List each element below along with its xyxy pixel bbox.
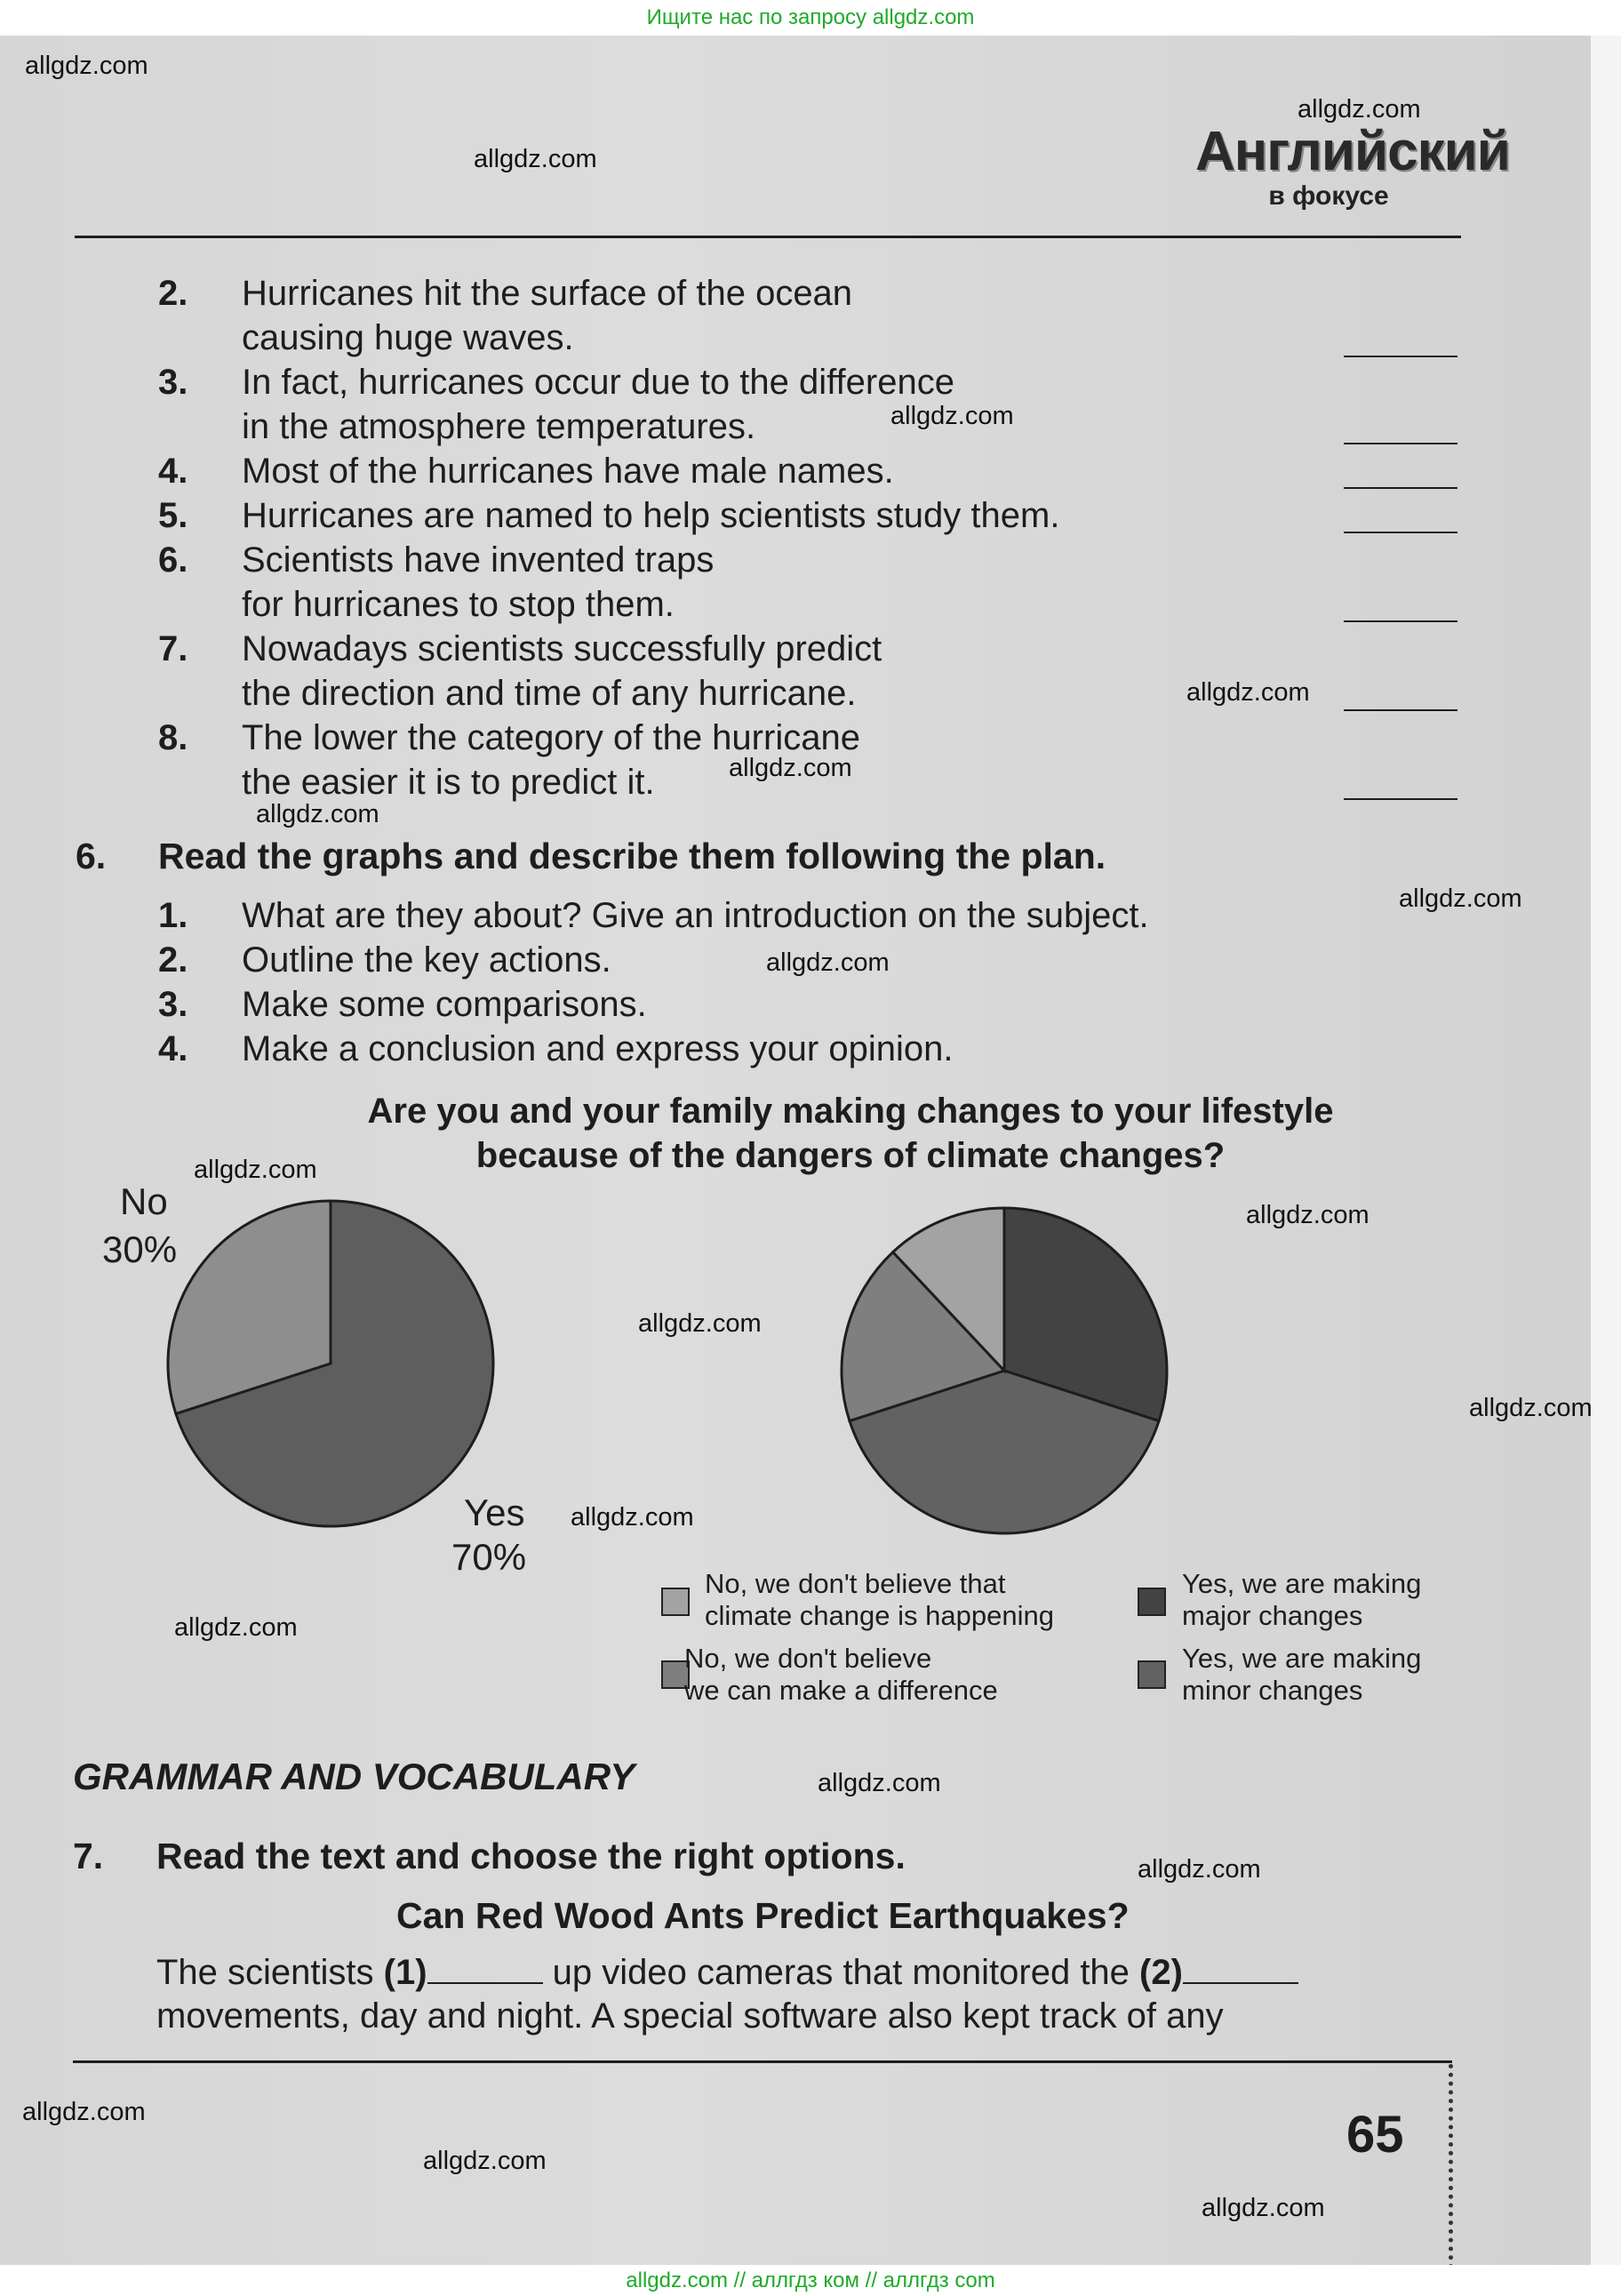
watermark: allgdz.com xyxy=(1186,678,1310,707)
item-text: Hurricanes hit the surface of the ocean xyxy=(242,274,853,313)
page-number: 65 xyxy=(1346,2106,1404,2164)
item-number: 4. xyxy=(158,452,188,491)
no-value: 30% xyxy=(102,1228,178,1270)
item-number: 8. xyxy=(158,718,188,757)
pie-chart-right xyxy=(842,1208,1167,1533)
watermark: allgdz.com xyxy=(25,52,148,80)
text-line: movements, day and night. A special software also kept track of any xyxy=(156,1996,1224,2036)
item-text: Scientists have invented traps xyxy=(242,540,715,580)
watermark: allgdz.com xyxy=(638,1309,762,1338)
item-text: the easier it is to predict it. xyxy=(242,763,655,802)
legend-label: Yes, we are making minor changes xyxy=(1182,1643,1422,1706)
watermark: allgdz.com xyxy=(1399,884,1522,913)
item-text: in the atmosphere temperatures. xyxy=(242,407,756,446)
item-number: 3. xyxy=(158,363,188,402)
plan-number: 4. xyxy=(158,1029,188,1068)
item-text: causing huge waves. xyxy=(242,318,574,357)
legend-swatch xyxy=(1138,1588,1166,1616)
item-text: Most of the hurricanes have male names. xyxy=(242,452,894,491)
legend-label: Yes, we are making major changes xyxy=(1182,1568,1422,1631)
item-text: Nowadays scientists successfully predict xyxy=(242,629,882,668)
plan-item: Make a conclusion and express your opinion. xyxy=(242,1029,954,1068)
watermark: allgdz.com xyxy=(729,754,852,782)
plan-number: 3. xyxy=(158,985,188,1024)
item-number: 5. xyxy=(158,496,188,535)
item-number: 2. xyxy=(158,274,188,313)
legend-label: No, we don't believe that climate change is happening xyxy=(705,1568,1054,1631)
yes-value: 70% xyxy=(451,1536,527,1578)
watermark: allgdz.com xyxy=(423,2147,547,2175)
exercise7-number: 7. xyxy=(73,1836,104,1876)
exercise6-instruction: Read the graphs and describe them following the plan. xyxy=(158,836,1106,876)
exercise6-number: 6. xyxy=(76,836,107,876)
watermark: allgdz.com xyxy=(766,948,890,977)
logo-subtitle: в фокусе xyxy=(1268,181,1389,211)
plan-item: What are they about? Give an introduction on the subject. xyxy=(242,896,1149,935)
chart-title-line1: Are you and your family making changes to your lifestyle xyxy=(367,1092,1334,1131)
watermark: allgdz.com xyxy=(474,145,597,173)
plan-item: Outline the key actions. xyxy=(242,940,611,980)
watermark: allgdz.com xyxy=(174,1613,298,1642)
item-number: 7. xyxy=(158,629,188,668)
item-text: for hurricanes to stop them. xyxy=(242,585,675,624)
bottom-links[interactable]: allgdz.com // аллгдз ком // аллгдз com xyxy=(626,2268,995,2292)
legend-swatch xyxy=(1138,1660,1166,1689)
watermark: allgdz.com xyxy=(1246,1201,1369,1229)
watermark: allgdz.com xyxy=(256,800,379,828)
item-text: Hurricanes are named to help scientists study them. xyxy=(242,496,1060,535)
item-number: 6. xyxy=(158,540,188,580)
watermark: allgdz.com xyxy=(571,1503,694,1532)
item-text: the direction and time of any hurricane. xyxy=(242,674,857,713)
exercise7-instruction: Read the text and choose the right options. xyxy=(156,1836,906,1876)
section-title: GRAMMAR AND VOCABULARY xyxy=(73,1756,635,1797)
perforation xyxy=(1449,2064,1457,2277)
item-text: In fact, hurricanes occur due to the difference xyxy=(242,363,954,402)
top-search-link[interactable]: Ищите нас по запросу allgdz.com xyxy=(646,5,975,29)
bottom-banner xyxy=(0,2265,1621,2296)
watermark: allgdz.com xyxy=(1138,1855,1261,1884)
watermark: allgdz.com xyxy=(1469,1394,1593,1422)
no-label: No xyxy=(120,1180,168,1222)
text-title: Can Red Wood Ants Predict Earthquakes? xyxy=(396,1895,1130,1936)
legend-swatch xyxy=(661,1588,690,1616)
plan-number: 2. xyxy=(158,940,188,980)
logo-title: Английский xyxy=(1195,121,1510,182)
footer-rule xyxy=(73,2060,1452,2063)
legend-label: No, we don't believe we can make a difference xyxy=(684,1643,998,1706)
text-line: The scientists (1) up video cameras that monitored the (2) xyxy=(156,1952,1298,1993)
item-text: The lower the category of the hurricane xyxy=(242,718,860,757)
plan-number: 1. xyxy=(158,896,188,935)
watermark: allgdz.com xyxy=(890,402,1014,430)
pie-chart-left xyxy=(168,1201,493,1526)
watermark: allgdz.com xyxy=(194,1156,317,1184)
watermark: allgdz.com xyxy=(1298,95,1421,124)
yes-label: Yes xyxy=(464,1492,525,1533)
watermark: allgdz.com xyxy=(22,2098,146,2126)
chart-title-line2: because of the dangers of climate changes? xyxy=(475,1136,1226,1175)
plan-item: Make some comparisons. xyxy=(242,985,647,1024)
watermark: allgdz.com xyxy=(818,1769,941,1797)
watermark: allgdz.com xyxy=(1202,2194,1325,2222)
